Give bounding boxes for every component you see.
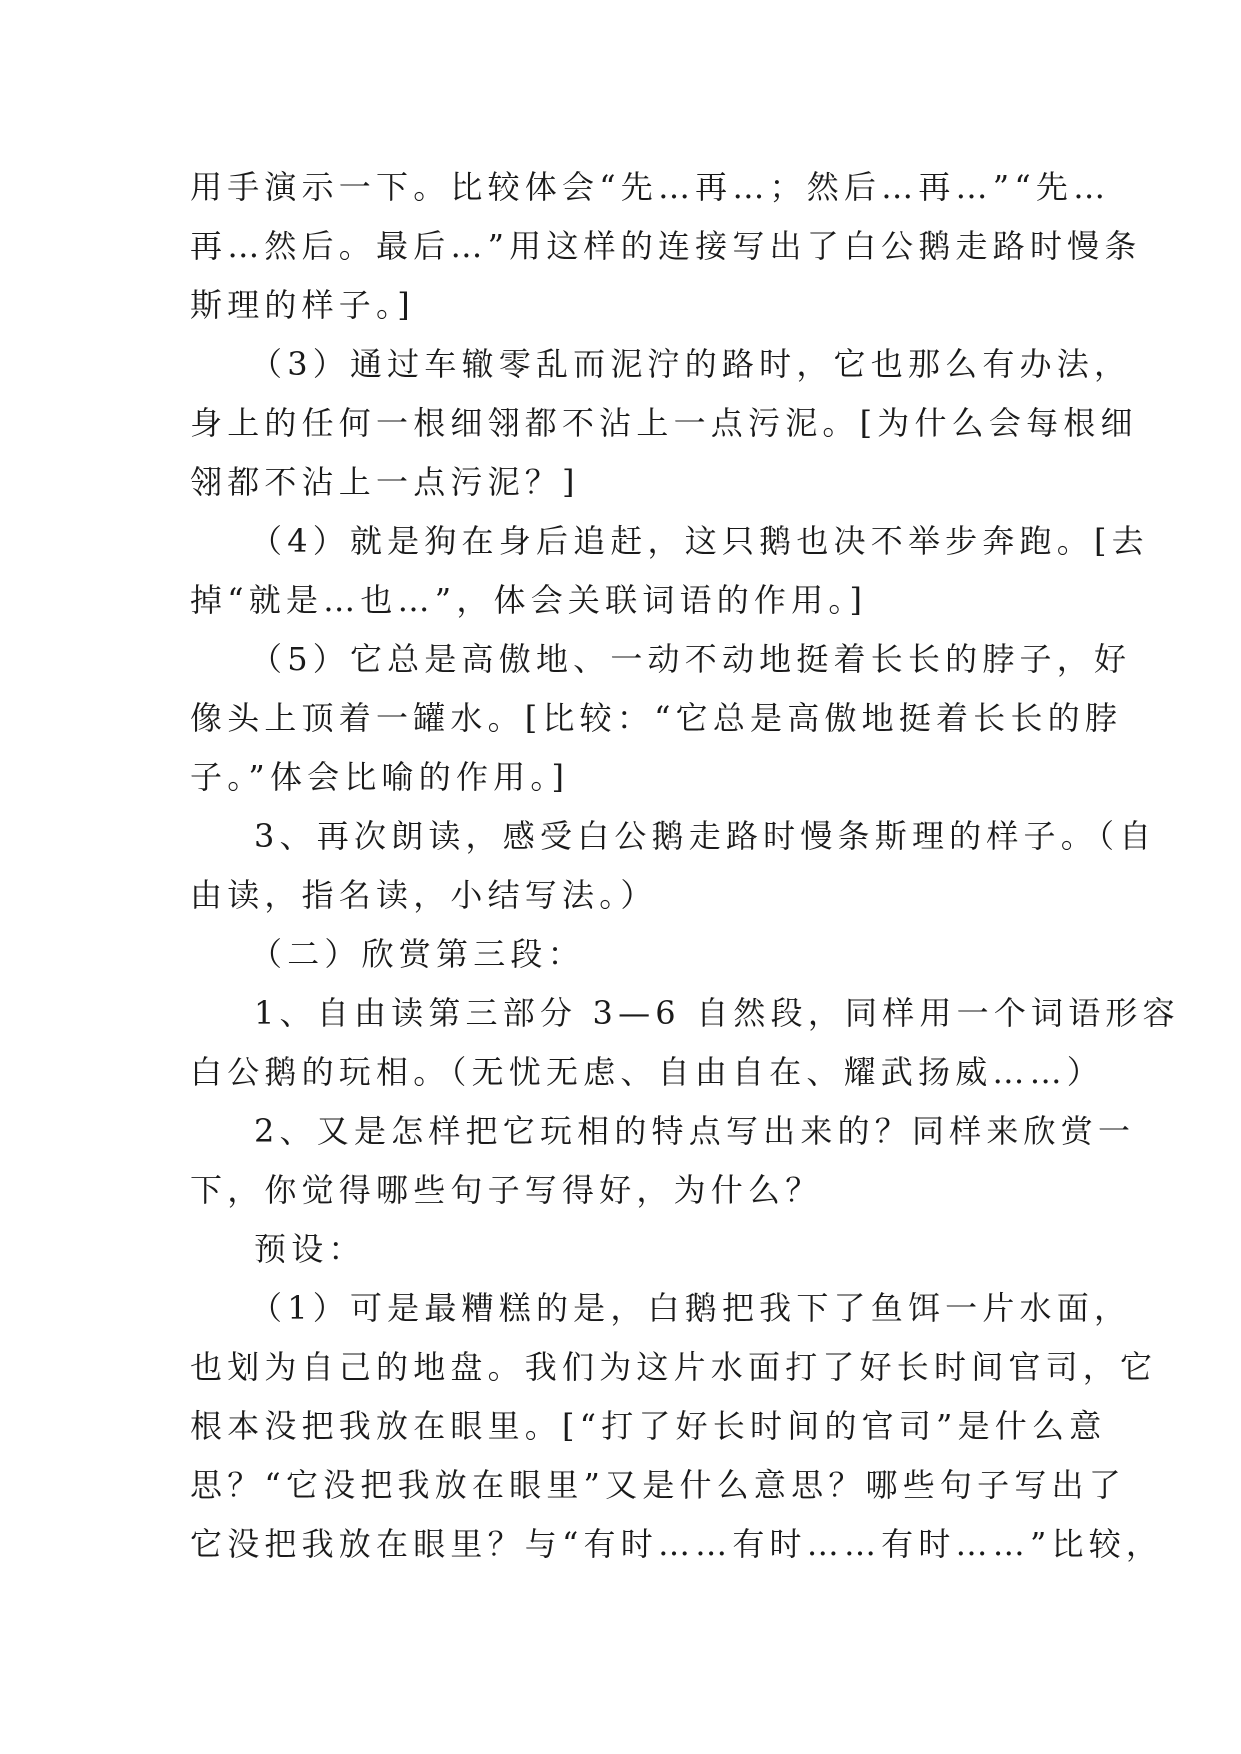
- paragraph-3: [190, 512, 1149, 630]
- paragraph-5: [190, 807, 1157, 925]
- paragraph-9: [190, 1220, 1050, 1279]
- text-line: 也划为自己的地盘。我们为这片水面打了好长时间官司，它: [190, 1348, 1158, 1386]
- paragraph-8: [190, 1102, 1136, 1220]
- text-line: 3、再次朗读，感受白公鹅走路时慢条斯理的样子。（自: [254, 817, 1157, 855]
- text-line: 预设：: [254, 1230, 366, 1268]
- paragraph-1: [190, 158, 1142, 335]
- document-page: [190, 158, 1180, 1574]
- text-line: 翎都不沾上一点污泥？]: [190, 463, 580, 501]
- text-line: 子。”体会比喻的作用。]: [190, 758, 570, 796]
- text-line: 思？“它没把我放在眼里”又是什么意思？哪些句子写出了: [190, 1466, 1126, 1504]
- paragraph-6: [190, 925, 1050, 984]
- text-line: 白公鹅的玩相。（无忧无虑、自由自在、耀武扬威……）: [190, 1053, 1105, 1091]
- text-line: 1、自由读第三部分 3—6 自然段，同样用一个词语形容: [254, 994, 1180, 1032]
- text-line: （4）就是狗在身后追赶，这只鹅也决不举步奔跑。[去: [250, 522, 1149, 560]
- text-line: （5）它总是高傲地、一动不动地挺着长长的脖子，好: [250, 640, 1132, 678]
- text-line: （1）可是最糟糕的是，白鹅把我下了鱼饵一片水面，: [250, 1289, 1132, 1327]
- paragraph-4: [190, 630, 1132, 807]
- paragraph-7: [190, 984, 1180, 1102]
- text-line: （3）通过车辙零乱而泥泞的路时，它也那么有办法，: [250, 345, 1132, 383]
- text-line: 2、又是怎样把它玩相的特点写出来的？同样来欣赏一: [254, 1112, 1136, 1150]
- paragraph-10: [190, 1279, 1164, 1574]
- text-line: 再…然后。最后…”用这样的连接写出了白公鹅走路时慢条: [190, 227, 1142, 265]
- text-line: 用手演示一下。比较体会“先…再…；然后…再…”“先…: [190, 168, 1111, 206]
- text-line: 掉“就是…也…”，体会关联词语的作用。]: [190, 581, 868, 619]
- text-line: 由读，指名读，小结写法。）: [190, 876, 658, 914]
- text-line: 根本没把我放在眼里。[“打了好长时间的官司”是什么意: [190, 1407, 1107, 1445]
- text-line: 下，你觉得哪些句子写得好，为什么？: [190, 1171, 823, 1209]
- text-line: 斯理的样子。]: [190, 286, 415, 324]
- text-line: 身上的任何一根细翎都不沾上一点污泥。[为什么会每根细: [190, 404, 1138, 442]
- paragraph-2: [190, 335, 1138, 512]
- section-heading: （二）欣赏第三段：: [250, 935, 585, 973]
- text-line: 像头上顶着一罐水。[比较：“它总是高傲地挺着长长的脖: [190, 699, 1123, 737]
- text-line: 它没把我放在眼里？与“有时……有时……有时……”比较，: [190, 1525, 1164, 1563]
